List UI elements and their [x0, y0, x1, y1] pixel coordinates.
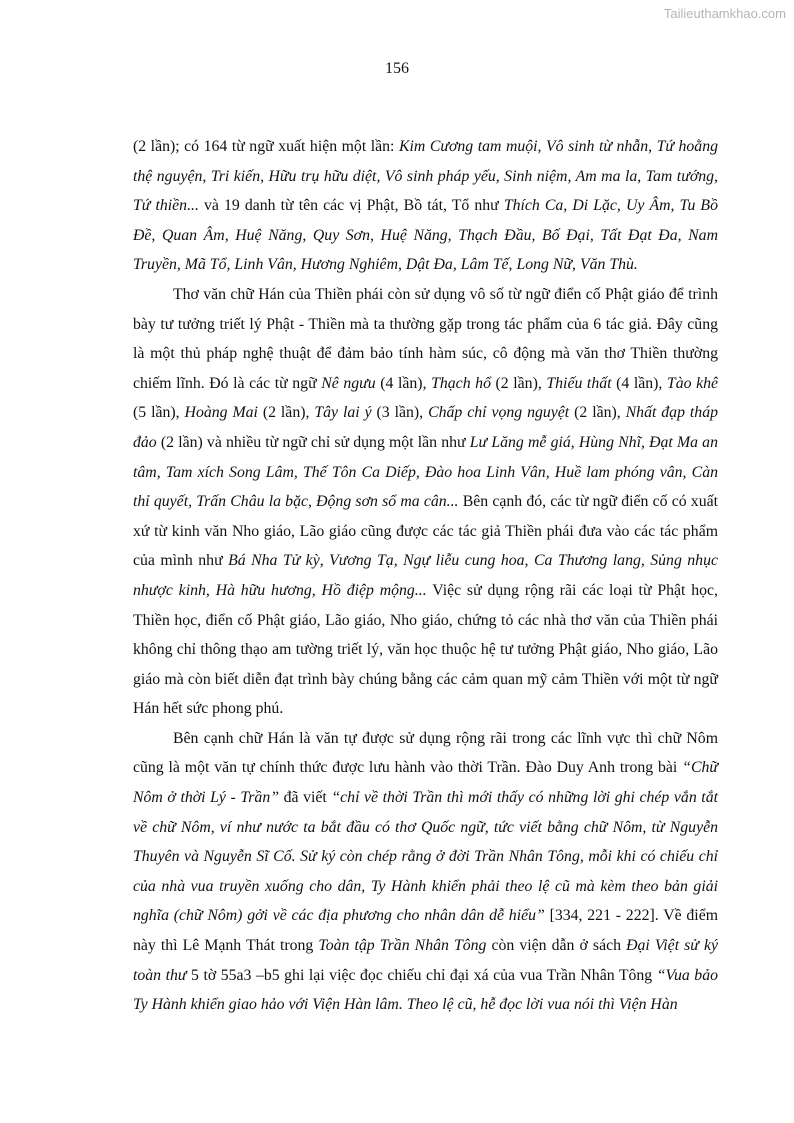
paragraph-3 — [133, 724, 718, 1020]
italic-text-run: Toàn tập Trần Nhân Tông — [318, 937, 487, 955]
text-run: (2 lần), — [257, 404, 315, 422]
page-number: 156 — [385, 60, 409, 77]
italic-text-run: “Chữ Nôm ở thời Lý - Trần” — [133, 759, 718, 807]
text-run: Bên cạnh đó, các từ ngữ điển cố có xuất xứ từ kinh văn Nho giáo, Lão giáo cũng được các tác giả Thiền phái đưa vào các tác phẩm của mình như — [133, 493, 718, 570]
italic-text-run: Bá Nha Tử kỳ, Vương Tạ, Ngự liễu cung hoa, Ca Thương lang, Sủng nhục nhược kinh, Hà hữu hương, Hồ điệp mộng... — [133, 552, 718, 599]
italic-text-run: Thích Ca, Di Lặc, Uy Âm, Tu Bồ Đề, Quan Âm, Huệ Năng, Quy Sơn, Huệ Năng, Thạch Đầu, Bố Đại, Tất Đạt Đa, Nam Truyền, Mã Tổ, Linh Vân, Hương Nghiêm, Dật Đa, Lâm Tế, Long Nữ, Văn Thù. — [133, 197, 718, 274]
italic-text-run: Tào khê — [666, 374, 719, 392]
body-text — [133, 132, 718, 1020]
text-run: (2 lần), — [490, 374, 547, 392]
text-run: đã viết — [279, 789, 332, 807]
italic-text-run: “Vua bảo Ty Hành khiển giao hảo với Viện Hàn lâm. Theo lệ cũ, hễ đọc lời vua nói thì Viện Hàn — [133, 966, 718, 1014]
italic-text-run: Hoàng Mai — [184, 404, 258, 422]
text-run: Bên cạnh chữ Hán là văn tự được sử dụng rộng rãi trong các lĩnh vực thì chữ Nôm cũng là một văn tự chính thức được lưu hành vào thời Trần. Đào Duy Anh trong bài — [133, 729, 718, 777]
italic-text-run: Tây lai ý — [314, 404, 372, 422]
italic-text-run: Thiếu thất — [546, 374, 612, 392]
italic-text-run: Lư Lăng mễ giá, Hùng Nhĩ, Đạt Ma an tâm, Tam xích Song Lâm, Thế Tôn Ca Diếp, Đào hoa Linh Vân, Huề lam phóng vân, Càn thỉ quyết, Trấn Châu la bặc, Động sơn sổ ma cân... — [133, 433, 718, 511]
watermark: Tailieuthamkhao.com — [663, 6, 786, 21]
text-run: (2 lần) và nhiều từ ngữ chỉ sử dụng một lần như — [156, 433, 470, 451]
italic-text-run: Chấp chỉ vọng nguyệt — [428, 404, 570, 422]
italic-text-run: Nê ngưu — [321, 374, 376, 392]
text-run: (3 lần), — [371, 404, 429, 422]
paragraph-2 — [133, 280, 718, 724]
italic-text-run: Kim Cương tam muội, Vô sinh từ nhẫn, Tứ hoằng thệ nguyện, Tri kiến, Hữu trụ hữu diệt, Vô sinh pháp yếu, Sinh niệm, Am ma la, Tam tướng, Tứ thiền... — [133, 138, 718, 215]
paragraph-1 — [133, 132, 718, 280]
italic-text-run: “chỉ về thời Trần thì mới thấy có những lời ghi chép vắn tắt về chữ Nôm, ví như nước ta bắt đầu có thơ Quốc ngữ, tức viết bằng chữ Nôm, từ Nguyễn Thuyên và Nguyễn Sĩ Cố. Sử ký còn chép rằng ở đời Trần Nhân Tông, mỗi khi có chiếu chỉ của nhà vua truyền xuống cho dân, Ty Hành khiển phải theo lệ cũ mà kèm theo bản giải nghĩa (chữ Nôm) gởi về các địa phương cho nhân dân dễ hiểu” — [133, 789, 718, 925]
text-run: (5 lần), — [133, 404, 185, 422]
text-run: còn viện dẫn ở sách — [486, 937, 627, 955]
text-run: (2 lần), — [569, 404, 626, 422]
text-run: Việc sử dụng rộng rãi các loại từ Phật học, Thiền học, điển cố Phật giáo, Lão giáo, Nho giáo, chứng tỏ các nhà thơ văn của Thiền phái không chỉ thông thạo am tường triết lý, văn học thuộc hệ tư tưởng Phật giáo, Nho giáo, Lão giáo mà còn biết diễn đạt trình bày chúng bằng các cảm quan mỹ cảm Thiền với một từ ngữ Hán hết sức phong phú. — [133, 581, 719, 718]
text-run: [334, 221 - 222]. Về điểm này thì Lê Mạnh Thát trong — [133, 907, 718, 955]
text-run: (4 lần), — [611, 374, 667, 392]
text-run: (4 lần), — [375, 374, 432, 392]
text-run: (2 lần); có 164 từ ngữ xuất hiện một lần: — [133, 138, 399, 155]
text-run: 5 tờ 55a3 –b5 ghi lại việc đọc chiếu chỉ đại xá của vua Trần Nhân Tông — [186, 966, 657, 984]
text-run: và 19 danh từ tên các vị Phật, Bồ tát, Tổ như — [198, 197, 504, 215]
italic-text-run: Thạch hổ — [431, 374, 491, 392]
italic-text-run: Đại Việt sử ký toàn thư — [133, 937, 718, 984]
italic-text-run: Nhất đạp tháp đảo — [133, 404, 718, 451]
text-run: Thơ văn chữ Hán của Thiền phái còn sử dụng vô số từ ngữ điển cố Phật giáo để trình bày tư tưởng triết lý Phật - Thiền mà ta thường gặp trong tác phẩm của 6 tác giả. Đây cũng là một thủ pháp nghệ thuật để đảm bảo tính hàm súc, cô động mà văn thơ Thiền thường chiếm lĩnh. Đó là các từ ngữ — [133, 285, 718, 392]
